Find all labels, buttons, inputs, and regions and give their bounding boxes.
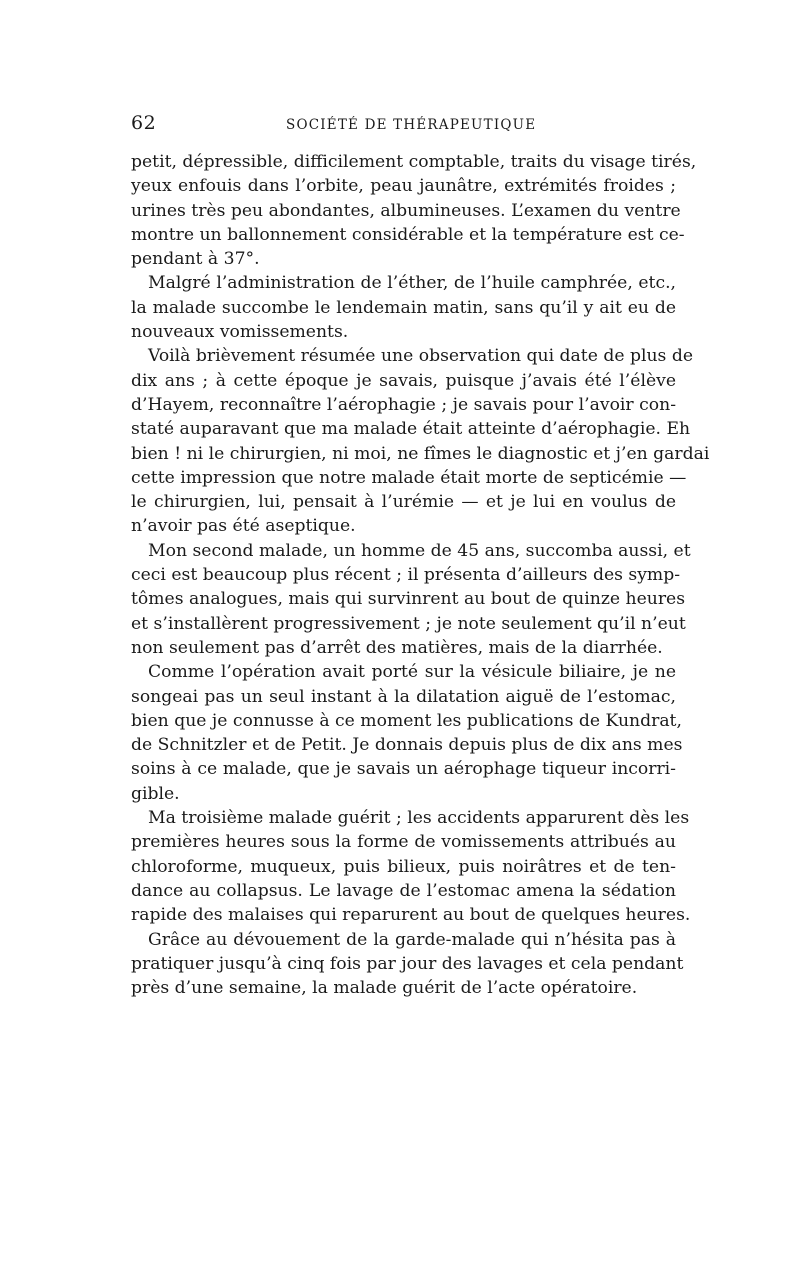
text-line: ceci est beaucoup plus récent ; il présenta d’ailleurs des symp- (131, 565, 681, 586)
text-line: de Schnitzler et de Petit. Je donnais depuis plus de dix ans mes (131, 735, 683, 756)
text-line: près d’une semaine, la malade guérit de l’acte opératoire. (131, 978, 638, 999)
text-line: dance au collapsus. Le lavage de l’estomac amena la sédation (131, 880, 676, 901)
text-line: rapide des malaises qui reparurent au bout de quelques heures. (131, 905, 691, 926)
text-line: premières heures sous la forme de vomissements attribués au (131, 832, 676, 853)
text-line: n’avoir pas été aseptique. (131, 516, 356, 537)
page-number: 62 (131, 112, 157, 134)
text-line: et s’installèrent progressivement ; je note seulement qu’il n’eut (131, 613, 686, 634)
text-line: montre un ballonnement considérable et la température est ce- (131, 224, 685, 245)
text-line: d’Hayem, reconnaître l’aérophagie ; je savais pour l’avoir con- (131, 394, 676, 415)
text-line: nouveaux vomissements. (131, 322, 349, 343)
text-line: la malade succombe le lendemain matin, sans qu’il y ait eu de (131, 297, 676, 318)
text-line: Ma troisième malade guérit ; les accidents apparurent dès les (148, 808, 690, 829)
text-line: staté auparavant que ma malade était atteinte d’aérophagie. Eh (131, 419, 691, 440)
body-text (131, 150, 710, 1000)
text-line: cette impression que notre malade était morte de septicémie — (131, 467, 687, 488)
text-line: Grâce au dévouement de la garde-malade qui n’hésita pas à (148, 929, 676, 950)
text-line: soins à ce malade, que je savais un aérophage tiqueur incorri- (131, 759, 676, 780)
text-line: bien que je connusse à ce moment les publications de Kundrat, (131, 710, 682, 731)
text-line: urines très peu abondantes, albumineuses. L’examen du ventre (131, 200, 681, 221)
text-line: songeai pas un seul instant à la dilatation aiguë de l’estomac, (131, 686, 676, 707)
text-line: Malgré l’administration de l’éther, de l’huile camphrée, etc., (148, 273, 676, 294)
text-line: dix ans ; à cette époque je savais, puisque j’avais été l’élève (131, 370, 676, 391)
text-line: non seulement pas d’arrêt des matières, mais de la diarrhée. (131, 637, 663, 658)
text-line: Voilà brièvement résumée une observation qui date de plus de (148, 346, 694, 367)
text-line: tômes analogues, mais qui survinrent au bout de quinze heures (131, 589, 686, 610)
text-line: yeux enfouis dans l’orbite, peau jaunâtre, extrémités froides ; (131, 176, 676, 197)
text-line: bien ! ni le chirurgien, ni moi, ne fîmes le diagnostic et j’en gardai (131, 443, 710, 464)
text-line: petit, dépressible, difficilement comptable, traits du visage tirés, (131, 152, 697, 172)
running-head: SOCIÉTÉ DE THÉRAPEUTIQUE (286, 117, 537, 133)
text-line: Mon second malade, un homme de 45 ans, succomba aussi, et (148, 540, 691, 561)
text-line: Comme l’opération avait porté sur la vésicule biliaire, je ne (148, 662, 676, 683)
page-header (131, 112, 676, 142)
text-line: pendant à 37°. (131, 249, 260, 270)
text-line: gible. (131, 783, 180, 804)
text-line: le chirurgien, lui, pensait à l’urémie — et je lui en voulus de (131, 492, 676, 513)
text-line: chloroforme, muqueux, puis bilieux, puis noirâtres et de ten- (131, 856, 676, 877)
text-line: pratiquer jusqu’à cinq fois par jour des lavages et cela pendant (131, 953, 684, 974)
